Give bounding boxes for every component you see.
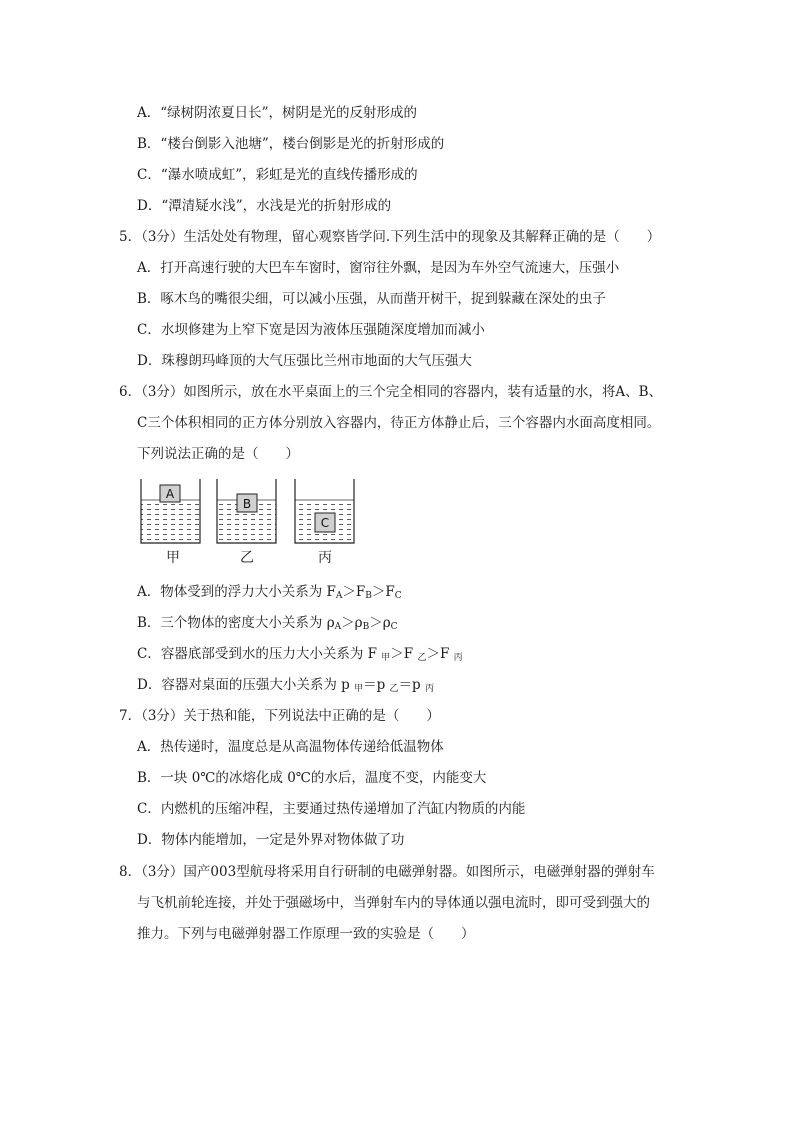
q7-option-c: C．内燃机的压缩冲程，主要通过热传递增加了汽缸内物质的内能	[137, 801, 526, 817]
figure-label-bing: 丙	[318, 550, 332, 566]
container-yi	[217, 479, 276, 543]
containers-svg	[138, 477, 368, 547]
q5-stem: 5．（3分）生活处处有物理，留心观察皆学问.下列生活中的现象及其解释正确的是（ ）	[119, 229, 661, 245]
q8-stem-line-1: 8．（3分）国产003型航母将采用自行研制的电磁弹射器。如图所示，电磁弹射器的弹射车	[119, 864, 655, 880]
block-c-label: C	[320, 516, 330, 530]
q6-stem-line-1: 6．（3分）如图所示，放在水平桌面上的三个完全相同的容器内，装有适量的水，将A、B、	[119, 384, 663, 400]
block-b-label: B	[242, 497, 252, 511]
q5-option-d: D．珠穆朗玛峰顶的大气压强比兰州市地面的大气压强大	[137, 353, 472, 369]
q4-option-a: A．“绿树阴浓夏日长”，树阴是光的反射形成的	[137, 105, 418, 121]
q8-stem-line-3: 推力。下列与电磁弹射器工作原理一致的实验是（ ）	[137, 926, 475, 942]
q7-option-d: D．物体内能增加，一定是外界对物体做了功	[137, 832, 405, 848]
q4-option-d: D．“潭清疑水浅”，水浅是光的折射形成的	[137, 198, 392, 214]
q6-option-c: C．容器底部受到水的压力大小关系为 F $_甲$＞F $_乙$＞F $_丙$	[137, 646, 463, 663]
container-bing	[295, 479, 354, 543]
q6-option-a: A．物体受到的浮力大小关系为 $F_A>F_B>F_C$	[137, 584, 402, 601]
q7-option-b: B．一块 0℃的冰熔化成 0℃的水后，温度不变，内能变大	[137, 770, 487, 786]
q5-option-c: C．水坝修建为上窄下宽是因为液体压强随深度增加而减小	[137, 322, 485, 338]
q5-option-b: B．啄木鸟的嘴很尖细，可以减小压强，从而凿开树干，捉到躲藏在深处的虫子	[137, 291, 606, 307]
block-a-label: A	[165, 487, 175, 501]
q6-option-b: B．三个物体的密度大小关系为 $\rho_A>\rho_B>\rho_C$	[137, 615, 398, 632]
q6-stem-line-3: 下列说法正确的是（ ）	[137, 446, 299, 462]
q7-option-a: A．热传递时，温度总是从高温物体传递给低温物体	[137, 739, 444, 755]
container-jia	[141, 479, 200, 543]
figure-label-yi: 乙	[240, 550, 254, 566]
q6-option-d: D．容器对桌面的压强大小关系为 p $_甲$＝p $_乙$＝p $_丙$	[137, 677, 434, 694]
q4-option-c: C．“瀑水喷成虹”，彩虹是光的直线传播形成的	[137, 167, 418, 183]
q6-stem-line-2: C三个体积相同的正方体分别放入容器内，待正方体静止后，三个容器内水面高度相同。	[137, 415, 661, 431]
q7-stem: 7．（3分）关于热和能，下列说法中正确的是（ ）	[119, 708, 440, 724]
q8-stem-line-2: 与飞机前轮连接，并处于强磁场中，当弹射车内的导体通以强电流时，即可受到强大的	[137, 895, 650, 911]
figure-label-jia: 甲	[166, 550, 180, 566]
q5-option-a: A．打开高速行驶的大巴车车窗时，窗帘往外飘，是因为车外空气流速大，压强小	[137, 260, 620, 276]
q4-option-b: B．“楼台倒影入池塘”，楼台倒影是光的折射形成的	[137, 136, 445, 152]
